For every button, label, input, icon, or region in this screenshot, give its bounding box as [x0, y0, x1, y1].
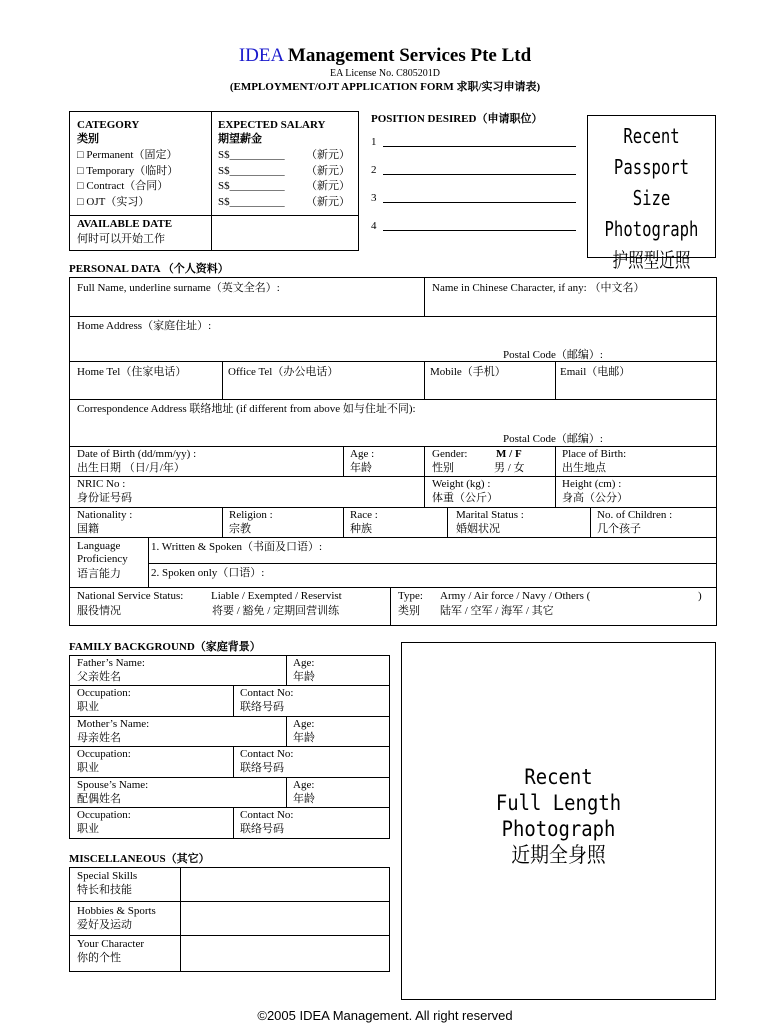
- copyright-footer: ©2005 IDEA Management. All right reserved: [257, 1008, 513, 1023]
- salary-line-2[interactable]: S$__________ （新元）: [218, 165, 350, 177]
- spouse-name-field[interactable]: Spouse’s Name:: [77, 779, 149, 791]
- place-of-birth-label-cn: 出生地点: [562, 462, 606, 474]
- hobbies-input[interactable]: [181, 902, 389, 934]
- ns-status-label: National Service Status:: [77, 590, 184, 602]
- father-contact-field[interactable]: Contact No:: [240, 687, 294, 699]
- character-label-cn: 你的个性: [77, 952, 121, 964]
- height-label-cn: 身高（公分）: [562, 492, 628, 504]
- mother-occupation-field[interactable]: Occupation:: [77, 748, 131, 760]
- home-address-field[interactable]: Home Address（家庭住址）:: [77, 320, 212, 332]
- language-label-2: Proficiency: [77, 553, 128, 565]
- mother-age-field[interactable]: Age:: [293, 718, 315, 730]
- special-skills-label: Special Skills: [77, 870, 138, 882]
- salary-line-3[interactable]: S$__________ （新元）: [218, 180, 350, 192]
- available-date-label-cn: 何时可以开始工作: [77, 233, 165, 245]
- dob-field[interactable]: Date of Birth (dd/mm/yy) :: [77, 448, 197, 460]
- license-number: EA License No. C805201D: [330, 68, 440, 79]
- religion-label-cn: 宗教: [229, 523, 251, 535]
- postal-code-field-2[interactable]: Postal Code（邮编）:: [503, 433, 603, 445]
- salary-line-1[interactable]: S$__________ （新元）: [218, 149, 350, 161]
- form-title: (EMPLOYMENT/OJT APPLICATION FORM 求职/实习申请表): [229, 81, 541, 93]
- marital-status-field[interactable]: Marital Status :: [456, 509, 524, 521]
- age-label-cn: 年龄: [350, 462, 372, 474]
- special-skills-input[interactable]: [181, 868, 389, 900]
- position-number-3: 3: [371, 192, 377, 204]
- miscellaneous-title: MISCELLANEOUS（其它）: [69, 853, 210, 865]
- position-line-3[interactable]: [383, 202, 576, 203]
- race-label-cn: 种族: [350, 523, 372, 535]
- category-label-cn: 类别: [77, 133, 99, 145]
- character-label: Your Character: [77, 938, 145, 950]
- mobile-field[interactable]: Mobile（手机）: [430, 366, 506, 378]
- spouse-occupation-label-cn: 职业: [77, 823, 99, 835]
- correspondence-address-field[interactable]: Correspondence Address 联络地址 (if different from above 如与住址不同):: [77, 403, 416, 415]
- father-occupation-label-cn: 职业: [77, 701, 99, 713]
- language-label: Language: [77, 540, 121, 552]
- ns-type-label: Type:: [398, 590, 423, 602]
- nationality-label-cn: 国籍: [77, 523, 99, 535]
- race-field[interactable]: Race :: [350, 509, 378, 521]
- marital-status-label-cn: 婚姻状况: [456, 523, 500, 535]
- chinese-name-field[interactable]: Name in Chinese Character, if any: （中文名）: [432, 282, 645, 294]
- children-field[interactable]: No. of Children :: [597, 509, 673, 521]
- father-contact-label-cn: 联络号码: [240, 701, 284, 713]
- nric-field[interactable]: NRIC No :: [77, 478, 126, 490]
- personal-data-title: PERSONAL DATA （个人资料）: [69, 263, 229, 275]
- family-background-title: FAMILY BACKGROUND（家庭背景）: [69, 641, 261, 653]
- position-line-2[interactable]: [383, 174, 576, 175]
- gender-field[interactable]: Gender:: [432, 448, 468, 460]
- postal-code-field[interactable]: Postal Code（邮编）:: [503, 349, 603, 361]
- position-number-4: 4: [371, 220, 377, 232]
- gender-label-cn: 性别: [432, 462, 454, 474]
- available-date-input[interactable]: [212, 216, 358, 250]
- salary-label-cn: 期望薪金: [218, 133, 262, 145]
- place-of-birth-field[interactable]: Place of Birth:: [562, 448, 627, 460]
- spouse-contact-label-cn: 联络号码: [240, 823, 284, 835]
- hobbies-label: Hobbies & Sports: [77, 905, 156, 917]
- ns-type-options[interactable]: Army / Air force / Navy / Others (: [440, 590, 591, 602]
- spouse-contact-field[interactable]: Contact No:: [240, 809, 294, 821]
- home-tel-field[interactable]: Home Tel（住家电话）: [77, 366, 187, 378]
- passport-photo-text: Recent Passport Size Photograph 护照型近照: [604, 124, 699, 272]
- age-field[interactable]: Age :: [350, 448, 375, 460]
- spouse-age-label-cn: 年龄: [293, 793, 315, 805]
- gender-options[interactable]: M / F: [496, 448, 522, 460]
- religion-field[interactable]: Religion :: [229, 509, 273, 521]
- salary-label: EXPECTED SALARY: [218, 119, 326, 131]
- available-date-label: AVAILABLE DATE: [77, 218, 173, 230]
- category-option-permanent[interactable]: □ Permanent（固定）: [77, 149, 178, 161]
- position-number-2: 2: [371, 164, 377, 176]
- dob-label-cn: 出生日期 （日/月/年）: [77, 462, 185, 474]
- spoken-only-field[interactable]: 2. Spoken only（口语）:: [151, 567, 265, 579]
- category-option-temporary[interactable]: □ Temporary（临时）: [77, 165, 179, 177]
- hobbies-label-cn: 爱好及运动: [77, 919, 132, 931]
- nric-label-cn: 身份证号码: [77, 492, 132, 504]
- spouse-name-label-cn: 配偶姓名: [77, 793, 121, 805]
- father-name-field[interactable]: Father’s Name:: [77, 657, 145, 669]
- position-line-1[interactable]: [383, 146, 576, 147]
- weight-label-cn: 体重（公斤）: [432, 492, 498, 504]
- ns-status-options-cn[interactable]: 将要 / 豁免 / 定期回营训练: [212, 605, 340, 617]
- full-length-photo-text: Recent Full Length Photograph 近期全身照: [495, 765, 622, 867]
- mother-contact-label-cn: 联络号码: [240, 762, 284, 774]
- company-name: Management Services Pte Ltd: [287, 45, 532, 66]
- ns-type-label-cn: 类别: [398, 605, 420, 617]
- ns-status-options[interactable]: Liable / Exempted / Reservist: [211, 590, 342, 602]
- ns-type-options-cn[interactable]: 陆军 / 空军 / 海军 / 其它: [440, 605, 554, 617]
- children-label-cn: 几个孩子: [597, 523, 641, 535]
- position-number-1: 1: [371, 136, 377, 148]
- mother-age-label-cn: 年龄: [293, 732, 315, 744]
- full-name-field[interactable]: Full Name, underline surname（英文全名）:: [77, 282, 280, 294]
- nationality-field[interactable]: Nationality :: [77, 509, 133, 521]
- character-input[interactable]: [181, 936, 389, 971]
- category-option-contract[interactable]: □ Contract（合同）: [77, 180, 169, 192]
- brand-name: IDEA: [238, 45, 284, 66]
- salary-line-4[interactable]: S$__________ （新元）: [218, 196, 350, 208]
- father-age-label-cn: 年龄: [293, 671, 315, 683]
- mother-occupation-label-cn: 职业: [77, 762, 99, 774]
- height-field[interactable]: Height (cm) :: [562, 478, 622, 490]
- mother-contact-field[interactable]: Contact No:: [240, 748, 294, 760]
- mother-name-label-cn: 母亲姓名: [77, 732, 121, 744]
- written-spoken-field[interactable]: 1. Written & Spoken（书面及口语）:: [151, 541, 323, 553]
- father-age-field[interactable]: Age:: [293, 657, 315, 669]
- ns-type-close: ): [698, 590, 702, 602]
- position-desired-label: POSITION DESIRED（申请职位）: [371, 113, 543, 125]
- spouse-occupation-field[interactable]: Occupation:: [77, 809, 131, 821]
- ns-status-label-cn: 服役情况: [77, 605, 121, 617]
- father-name-label-cn: 父亲姓名: [77, 671, 121, 683]
- email-field[interactable]: Email（电邮）: [560, 366, 631, 378]
- weight-field[interactable]: Weight (kg) :: [432, 478, 491, 490]
- language-label-cn: 语言能力: [77, 568, 121, 580]
- father-occupation-field[interactable]: Occupation:: [77, 687, 131, 699]
- category-label: CATEGORY: [77, 119, 140, 131]
- position-line-4[interactable]: [383, 230, 576, 231]
- special-skills-label-cn: 特长和技能: [77, 884, 132, 896]
- mother-name-field[interactable]: Mother’s Name:: [77, 718, 150, 730]
- category-option-ojt[interactable]: □ OJT（实习）: [77, 196, 150, 208]
- office-tel-field[interactable]: Office Tel（办公电话）: [228, 366, 339, 378]
- gender-options-cn[interactable]: 男 / 女: [494, 462, 525, 474]
- page-header: [0, 45, 770, 94]
- spouse-age-field[interactable]: Age:: [293, 779, 315, 791]
